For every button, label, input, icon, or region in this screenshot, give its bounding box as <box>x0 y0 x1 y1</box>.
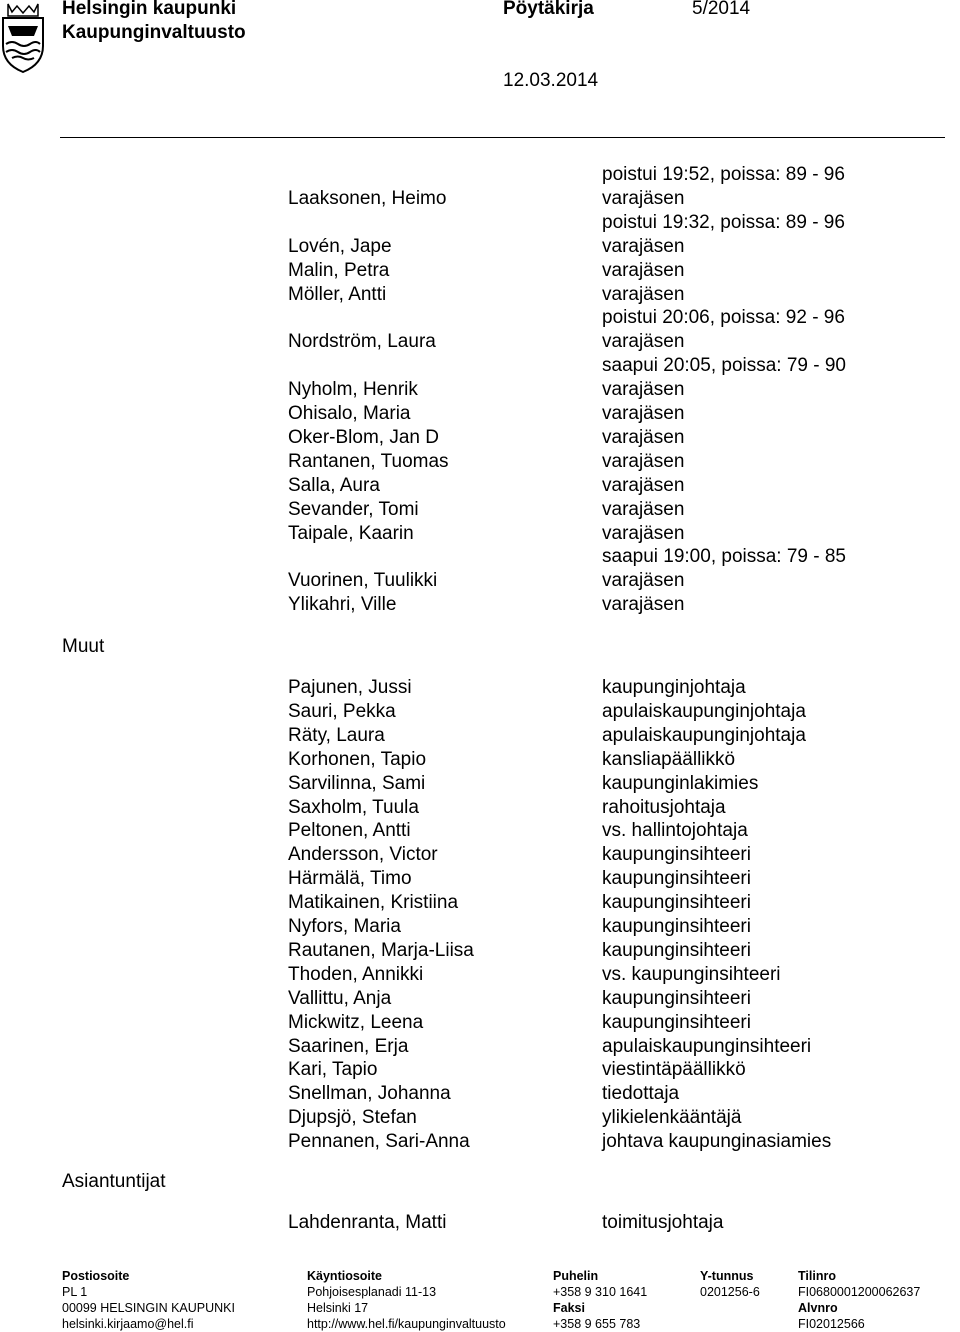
other-role: tiedottaja <box>602 1083 680 1105</box>
other-name: Saxholm, Tuula <box>288 796 419 818</box>
member-name: Malin, Petra <box>288 259 390 281</box>
footer-ytunnus-value: 0201256-6 <box>700 1285 760 1299</box>
footer-postal <box>62 1268 235 1332</box>
footer-tilinro-value: FI0680001200062637 <box>798 1285 921 1299</box>
footer-tilinro-label: Tilinro <box>798 1269 836 1283</box>
member-note: varajäsen <box>602 259 685 281</box>
footer-tilinro <box>798 1268 920 1332</box>
footer-postal-label: Postiosoite <box>62 1269 130 1283</box>
other-name: Matikainen, Kristiina <box>288 892 459 914</box>
footer-fax-label: Faksi <box>553 1301 585 1315</box>
helsinki-coat-of-arms-logo <box>0 0 46 74</box>
member-note: saapui 20:05, poissa: 79 - 90 <box>602 355 847 377</box>
meeting-date: 12.03.2014 <box>503 70 599 91</box>
other-role: apulaiskaupunginjohtaja <box>602 724 806 746</box>
footer-phone-number: +358 9 310 1641 <box>553 1285 648 1299</box>
council-name: Kaupunginvaltuusto <box>62 22 246 43</box>
other-role: kaupunginsihteeri <box>602 844 751 866</box>
member-name: Nordström, Laura <box>288 331 436 353</box>
member-note: varajäsen <box>602 187 685 209</box>
footer-website-link[interactable]: http://www.hel.fi/kaupunginvaltuusto <box>307 1317 506 1331</box>
member-note: varajäsen <box>602 331 685 353</box>
member-name: Möller, Antti <box>288 283 387 305</box>
footer-phone <box>553 1268 647 1332</box>
other-name: Peltonen, Antti <box>288 820 411 842</box>
footer-alvnro-label: Alvnro <box>798 1301 838 1315</box>
other-role: ylikielenkääntäjä <box>602 1107 742 1129</box>
footer-visit-city: Helsinki 17 <box>307 1301 369 1315</box>
member-note: varajäsen <box>602 522 685 544</box>
other-name: Djupsjö, Stefan <box>288 1107 417 1129</box>
footer-ytunnus-label: Y-tunnus <box>700 1269 754 1283</box>
member-name: Lovén, Jape <box>288 235 392 257</box>
member-name: Taipale, Kaarin <box>288 522 414 544</box>
other-name: Rautanen, Marja-Liisa <box>288 939 474 961</box>
other-role: kaupunginsihteeri <box>602 1011 751 1033</box>
member-note: varajäsen <box>602 283 685 305</box>
other-name: Mickwitz, Leena <box>288 1011 424 1033</box>
other-role: viestintäpäällikkö <box>602 1059 746 1081</box>
other-role: kaupunginjohtaja <box>602 677 746 698</box>
member-note: varajäsen <box>602 474 685 496</box>
member-note: varajäsen <box>602 379 685 401</box>
member-note: varajäsen <box>602 498 685 520</box>
other-name: Thoden, Annikki <box>288 963 424 985</box>
other-name: Kari, Tapio <box>288 1059 378 1081</box>
member-note: varajäsen <box>602 594 685 616</box>
member-name: Oker-Blom, Jan D <box>288 426 439 448</box>
footer-fax-number: +358 9 655 783 <box>553 1317 641 1331</box>
member-note: varajäsen <box>602 450 685 472</box>
other-name: Korhonen, Tapio <box>288 748 427 770</box>
document-type: Pöytäkirja <box>503 0 594 19</box>
city-name: Helsingin kaupunki <box>62 0 237 19</box>
member-name: Sevander, Tomi <box>288 498 419 520</box>
footer-visit <box>307 1268 506 1332</box>
other-role: kaupunginlakimies <box>602 772 759 794</box>
other-role: apulaiskaupunginjohtaja <box>602 700 806 722</box>
member-name: Rantanen, Tuomas <box>288 450 449 472</box>
member-note: varajäsen <box>602 570 685 592</box>
footer-postal-code: 00099 HELSINGIN KAUPUNKI <box>62 1301 235 1315</box>
section-label-muut: Muut <box>62 636 105 657</box>
section-label-asiantuntijat: Asiantuntijat <box>62 1171 166 1192</box>
footer-visit-street: Pohjoisesplanadi 11-13 <box>307 1285 437 1299</box>
member-note: poistui 19:52, poissa: 89 - 96 <box>602 164 845 185</box>
other-role: vs. kaupunginsihteeri <box>602 963 781 985</box>
footer-visit-label: Käyntiosoite <box>307 1269 383 1283</box>
other-role: johtava kaupunginasiamies <box>602 1131 832 1153</box>
expert-name: Lahdenranta, Matti <box>288 1212 447 1233</box>
member-note: poistui 20:06, poissa: 92 - 96 <box>602 307 845 329</box>
member-note: varajäsen <box>602 403 685 424</box>
footer-ytunnus <box>700 1268 760 1300</box>
member-name: Ylikahri, Ville <box>288 594 397 616</box>
member-note: saapui 19:00, poissa: 79 - 85 <box>602 546 847 568</box>
other-name: Snellman, Johanna <box>288 1083 451 1105</box>
expert-role: toimitusjohtaja <box>602 1212 724 1233</box>
other-role: kaupunginsihteeri <box>602 868 751 890</box>
footer-postal-box: PL 1 <box>62 1285 88 1299</box>
other-role: rahoitusjohtaja <box>602 796 726 818</box>
header-divider <box>60 137 945 138</box>
footer-email-link[interactable]: helsinki.kirjaamo@hel.fi <box>62 1317 194 1331</box>
other-name: Vallittu, Anja <box>288 987 392 1009</box>
other-role: vs. hallintojohtaja <box>602 820 748 842</box>
member-name: Vuorinen, Tuulikki <box>288 570 438 592</box>
other-name: Sarvilinna, Sami <box>288 772 426 794</box>
other-name: Andersson, Victor <box>288 844 438 866</box>
member-name: Ohisalo, Maria <box>288 403 411 424</box>
other-name: Räty, Laura <box>288 724 385 746</box>
member-name: Nyholm, Henrik <box>288 379 418 401</box>
other-name: Saarinen, Erja <box>288 1035 409 1057</box>
member-note: poistui 19:32, poissa: 89 - 96 <box>602 211 845 233</box>
other-role: apulaiskaupunginsihteeri <box>602 1035 812 1057</box>
footer-phone-label: Puhelin <box>553 1269 599 1283</box>
other-name: Sauri, Pekka <box>288 700 396 722</box>
member-note: varajäsen <box>602 426 685 448</box>
other-role: kaupunginsihteeri <box>602 916 751 937</box>
other-role: kaupunginsihteeri <box>602 939 751 961</box>
other-role: kaupunginsihteeri <box>602 892 751 914</box>
footer-alvnro-value: FI02012566 <box>798 1317 865 1331</box>
other-name: Pajunen, Jussi <box>288 677 412 698</box>
member-name: Laaksonen, Heimo <box>288 187 447 209</box>
member-name: Salla, Aura <box>288 474 380 496</box>
other-role: kaupunginsihteeri <box>602 987 751 1009</box>
member-note: varajäsen <box>602 235 685 257</box>
other-role: kansliapäällikkö <box>602 748 736 770</box>
other-name: Härmälä, Timo <box>288 868 412 890</box>
other-name: Pennanen, Sari-Anna <box>288 1131 470 1153</box>
document-number: 5/2014 <box>692 0 751 19</box>
other-name: Nyfors, Maria <box>288 916 401 937</box>
